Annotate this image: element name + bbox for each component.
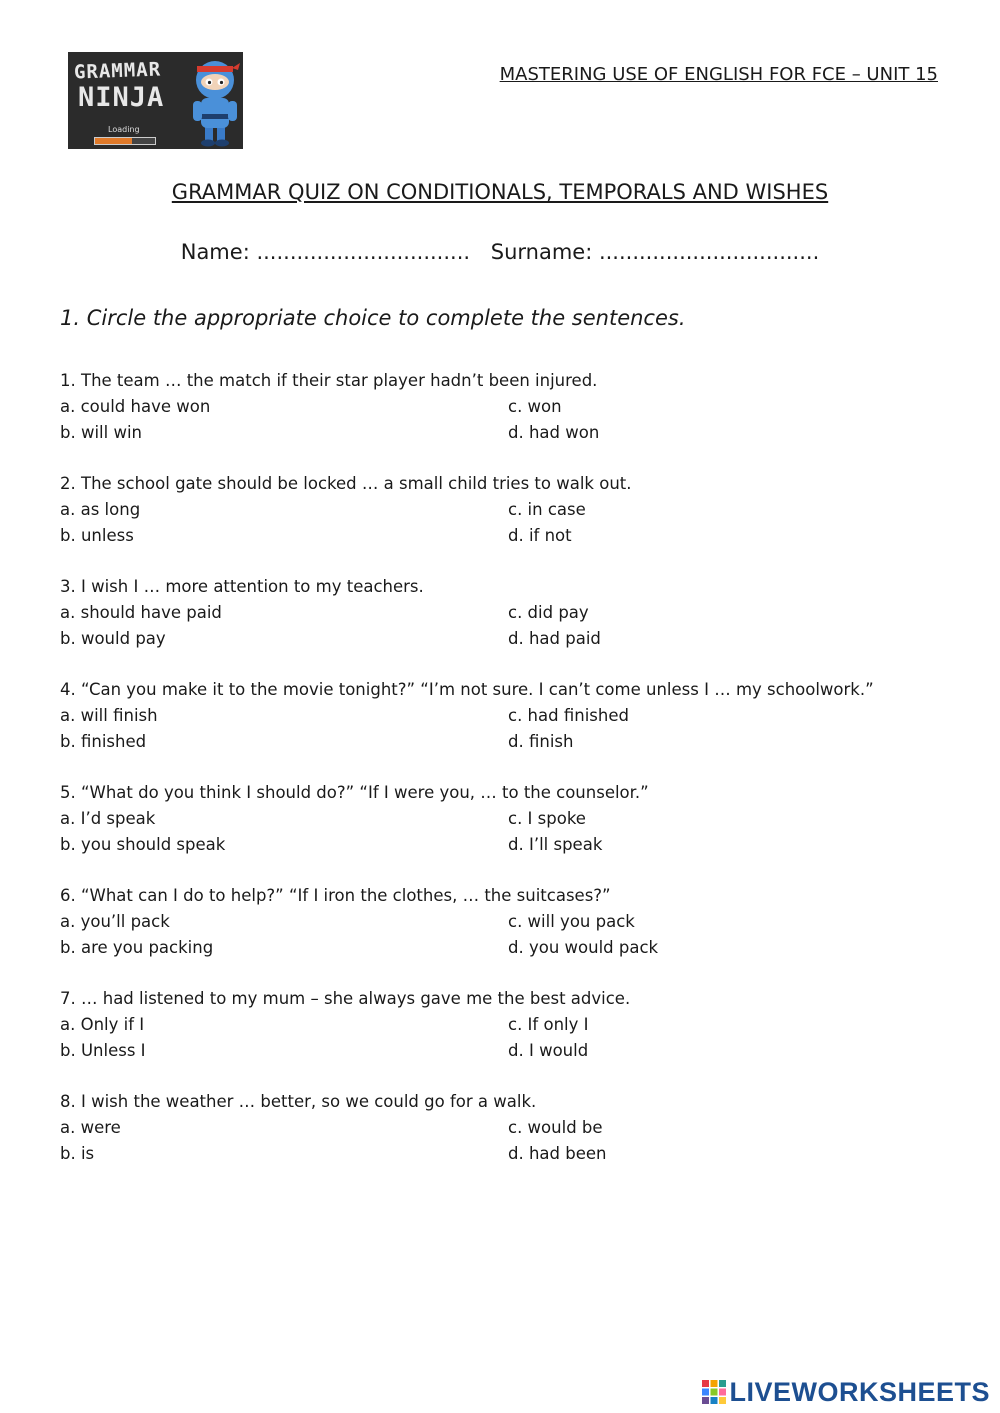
logo-line2: NINJA: [78, 82, 165, 113]
option-c[interactable]: c. would be: [508, 1118, 603, 1137]
option-b[interactable]: b. finished: [60, 731, 147, 751]
question-7: [60, 986, 940, 1089]
question-6: [60, 883, 940, 986]
question-5: [60, 780, 940, 883]
option-c[interactable]: c. in case: [508, 500, 586, 519]
option-b[interactable]: b. will win: [60, 422, 142, 442]
question-3: [60, 574, 940, 677]
option-d[interactable]: d. had been: [508, 1143, 607, 1163]
option-a[interactable]: a. should have paid: [60, 603, 222, 622]
option-c[interactable]: c. won: [508, 397, 562, 416]
option-d[interactable]: d. finish: [508, 731, 574, 751]
question-text: 6. “What can I do to help?” “If I iron the clothes, … the suitcases?”: [60, 886, 611, 905]
question-1: [60, 368, 940, 471]
question-text: 7. … had listened to my mum – she always gave me the best advice.: [60, 989, 631, 1008]
option-b[interactable]: b. Unless I: [60, 1040, 146, 1060]
option-c[interactable]: c. I spoke: [508, 809, 586, 828]
name-field-label: Name: ................................: [180, 240, 471, 264]
option-a[interactable]: a. could have won: [60, 397, 211, 416]
option-a[interactable]: a. were: [60, 1118, 121, 1137]
question-text: 5. “What do you think I should do?” “If I were you, … to the counselor.”: [60, 783, 649, 802]
question-list: [60, 368, 940, 1192]
name-line: [0, 240, 1000, 264]
option-a[interactable]: a. will finish: [60, 706, 158, 725]
option-c[interactable]: c. If only I: [508, 1015, 589, 1034]
option-c[interactable]: c. had finished: [508, 706, 629, 725]
logo-loading-label: Loading: [108, 125, 140, 134]
question-text: 8. I wish the weather … better, so we could go for a walk.: [60, 1092, 537, 1111]
quiz-title: GRAMMAR QUIZ ON CONDITIONALS, TEMPORALS AND WISHES: [171, 180, 829, 204]
logo-line1: GRAMMAR: [73, 58, 162, 84]
question-4: [60, 677, 940, 780]
option-d[interactable]: d. I would: [508, 1040, 589, 1060]
option-b[interactable]: b. would pay: [60, 628, 166, 648]
option-d[interactable]: d. had paid: [508, 628, 601, 648]
option-b[interactable]: b. is: [60, 1143, 95, 1163]
question-text: 4. “Can you make it to the movie tonight?” “I’m not sure. I can’t come unless I … my schoolwork.”: [60, 680, 874, 699]
option-a[interactable]: a. as long: [60, 500, 141, 519]
question-text: 3. I wish I … more attention to my teachers.: [60, 577, 424, 596]
logo-loading-bar: [94, 137, 156, 145]
question-text: 2. The school gate should be locked … a small child tries to walk out.: [60, 474, 632, 493]
grammar-ninja-logo: [68, 52, 243, 149]
option-d[interactable]: d. if not: [508, 525, 572, 545]
logo-loading-bar-fill: [95, 138, 132, 144]
liveworksheets-logo-icon: [701, 1379, 727, 1405]
option-d[interactable]: d. had won: [508, 422, 600, 442]
option-d[interactable]: d. I’ll speak: [508, 834, 603, 854]
option-a[interactable]: a. you’ll pack: [60, 912, 170, 931]
ninja-mascot-icon: [188, 54, 242, 148]
question-text: 1. The team … the match if their star player hadn’t been injured.: [60, 371, 598, 390]
liveworksheets-wordmark: LIVEWORKSHEETS: [729, 1376, 990, 1407]
option-d[interactable]: d. you would pack: [508, 937, 659, 957]
exercise-instruction: 1. Circle the appropriate choice to complete the sentences.: [60, 306, 686, 330]
unit-title: MASTERING USE OF ENGLISH FOR FCE – UNIT 15: [499, 64, 938, 85]
option-b[interactable]: b. you should speak: [60, 834, 226, 854]
question-8: [60, 1089, 940, 1192]
liveworksheets-brand[interactable]: [701, 1377, 990, 1407]
option-b[interactable]: b. unless: [60, 525, 134, 545]
option-c[interactable]: c. will you pack: [508, 912, 635, 931]
option-a[interactable]: a. Only if I: [60, 1015, 145, 1034]
surname-field-label: Surname: .................................: [490, 240, 820, 264]
option-b[interactable]: b. are you packing: [60, 937, 214, 957]
option-a[interactable]: a. I’d speak: [60, 809, 156, 828]
option-c[interactable]: c. did pay: [508, 603, 589, 622]
question-2: [60, 471, 940, 574]
